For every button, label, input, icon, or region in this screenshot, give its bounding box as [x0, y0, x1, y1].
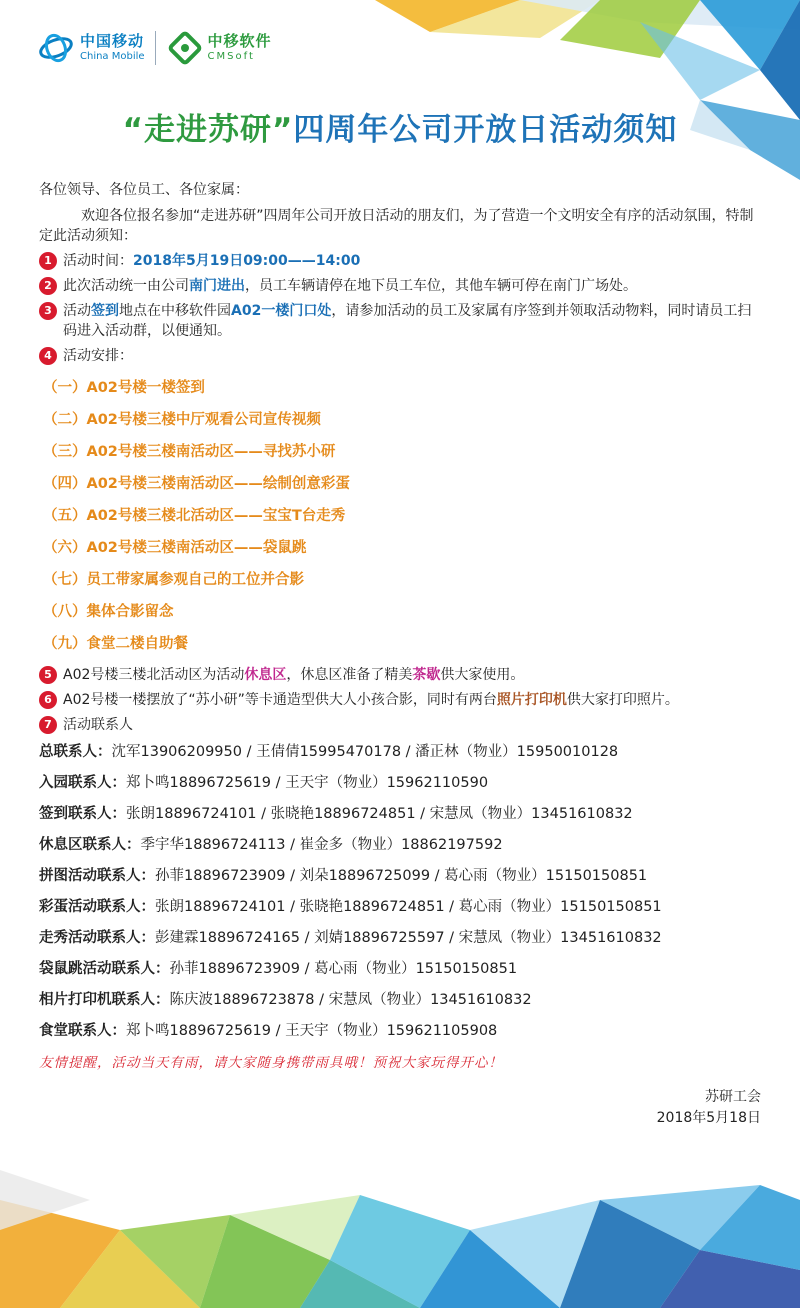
item-5-highlight-1: 休息区: [244, 667, 287, 683]
item-3-highlight-1: 签到: [91, 303, 119, 319]
page-title: [0, 104, 800, 149]
china-mobile-cn: 中国移动: [80, 32, 145, 50]
item-1-time: [39, 251, 763, 271]
title-rest: 四周年公司开放日活动须知: [293, 112, 678, 148]
contact-row: [39, 985, 763, 1016]
item-3-pre: 活动: [63, 303, 91, 319]
schedule-item: （八）集体合影留念: [43, 604, 174, 620]
item-5-highlight-2: 茶歇: [412, 667, 441, 683]
china-mobile-en: China Mobile: [80, 51, 145, 62]
notice-body: [39, 180, 763, 1129]
item-5-rest-area: [39, 665, 763, 685]
number-badge: 3: [39, 302, 57, 320]
item-6-post: 供大家打印照片。: [566, 692, 679, 708]
item-6-photo: [39, 690, 763, 710]
contact-value: 彭建霖18896724165 / 刘婧18896725597 / 宋慧凤（物业）13451610832: [155, 930, 662, 946]
schedule-item: （二）A02号楼三楼中厅观看公司宣传视频: [43, 412, 321, 428]
contact-value: 张朗18896724101 / 张晓艳18896724851 / 宋慧凤（物业）13451610832: [126, 806, 633, 822]
item-4-label: 活动安排：: [63, 348, 133, 364]
schedule-item: （一）A02号楼一楼签到: [43, 380, 205, 396]
greeting: 各位领导、各位员工、各位家属：: [39, 182, 249, 198]
contact-label: 相片打印机联系人：: [39, 992, 170, 1008]
contact-row: [39, 830, 763, 861]
item-5-mid: ，休息区准备了精美: [286, 667, 413, 683]
contact-row: [39, 861, 763, 892]
item-3-signin: [39, 301, 763, 341]
item-2-pre: 此次活动统一由公司: [63, 278, 189, 294]
contact-label: 彩蛋活动联系人：: [39, 899, 155, 915]
contact-value: 季宇华18896724113 / 崔金多（物业）18862197592: [140, 837, 503, 853]
contact-row: [39, 892, 763, 923]
item-2-entry: [39, 276, 763, 296]
cmsoft-en: CMSoft: [207, 51, 255, 62]
item-1-pre: 活动时间：: [63, 253, 133, 269]
item-4-schedule: [39, 346, 763, 366]
contact-label: 走秀活动联系人：: [39, 930, 155, 946]
contact-row: [39, 923, 763, 954]
item-3-mid: 地点在中移软件园: [119, 303, 231, 319]
cmsoft-icon: [168, 31, 202, 65]
signature-org: 苏研工会: [705, 1089, 761, 1105]
china-mobile-logo: [38, 33, 145, 63]
schedule-item: （三）A02号楼三楼南活动区——寻找苏小研: [43, 444, 336, 460]
schedule-item: （七）员工带家属参观自己的工位并合影: [43, 572, 304, 588]
contact-label: 入园联系人：: [39, 775, 126, 791]
item-6-pre: A02号楼一楼摆放了“苏小研”等卡通造型供大人小孩合影，同时有两台: [63, 692, 497, 708]
schedule-list: [43, 372, 763, 660]
item-3-post: ，请参加活动的员工及家属有序签到并领取活动物料，同时请员工扫码进入活动群，以便通知。: [63, 303, 752, 339]
title-accent: “走进苏研”: [122, 112, 294, 148]
contact-label: 食堂联系人：: [39, 1023, 126, 1039]
item-5-pre: A02号楼三楼北活动区为活动: [63, 667, 245, 683]
number-badge: 7: [39, 716, 57, 734]
item-3-highlight-2: A02一楼门口处: [231, 303, 332, 319]
contact-row: [39, 737, 763, 768]
contact-row: [39, 799, 763, 830]
contact-value: 孙菲18896723909 / 葛心雨（物业）15150150851: [169, 961, 518, 977]
schedule-item: （五）A02号楼三楼北活动区——宝宝T台走秀: [43, 508, 346, 524]
contact-value: 沈军13906209950 / 王倩倩15995470178 / 潘正林（物业）15950010128: [111, 744, 619, 760]
intro-paragraph: 欢迎各位报名参加“走进苏研”四周年公司开放日活动的朋友们，为了营造一个文明安全有序的活动氛围，特制定此活动须知：: [39, 208, 754, 244]
contact-value: 陈庆波18896723878 / 宋慧凤（物业）13451610832: [169, 992, 532, 1008]
number-badge: 4: [39, 347, 57, 365]
logo-divider: [155, 31, 156, 65]
friendly-reminder: 友情提醒，活动当天有雨，请大家随身携带雨具哦！预祝大家玩得开心！: [39, 1055, 503, 1071]
contact-label: 袋鼠跳活动联系人：: [39, 961, 170, 977]
number-badge: 1: [39, 252, 57, 270]
contact-value: 张朗18896724101 / 张晓艳18896724851 / 葛心雨（物业）15150150851: [155, 899, 662, 915]
cmsoft-logo: [168, 31, 272, 65]
number-badge: 5: [39, 666, 57, 684]
china-mobile-icon: [38, 33, 74, 63]
signature-date: 2018年5月18日: [656, 1110, 761, 1126]
item-7-contacts: [39, 715, 763, 735]
signature: [39, 1087, 763, 1129]
item-1-time-value: 2018年5月19日09:00——14:00: [133, 253, 361, 269]
contact-value: 郑卜鸣18896725619 / 王天宇（物业）159621105908: [126, 1023, 498, 1039]
schedule-item: （四）A02号楼三楼南活动区——绘制创意彩蛋: [43, 476, 350, 492]
contact-row: [39, 954, 763, 985]
contact-row: [39, 768, 763, 799]
number-badge: 6: [39, 691, 57, 709]
contact-row: [39, 1016, 763, 1047]
contact-value: 郑卜鸣18896725619 / 王天宇（物业）15962110590: [126, 775, 489, 791]
item-2-post: ，员工车辆请停在地下员工车位，其他车辆可停在南门广场处。: [245, 278, 637, 294]
contact-value: 孙菲18896723909 / 刘朵18896725099 / 葛心雨（物业）15150150851: [155, 868, 648, 884]
cmsoft-cn: 中移软件: [207, 32, 272, 50]
contact-label: 签到联系人：: [39, 806, 126, 822]
contact-label: 总联系人：: [39, 744, 112, 760]
number-badge: 2: [39, 277, 57, 295]
item-7-label: 活动联系人: [63, 717, 133, 733]
schedule-item: （六）A02号楼三楼南活动区——袋鼠跳: [43, 540, 307, 556]
item-6-highlight: 照片打印机: [496, 692, 567, 708]
contact-label: 休息区联系人：: [39, 837, 141, 853]
item-5-post: 供大家使用。: [440, 667, 525, 683]
contact-list: [39, 737, 763, 1047]
header-logos: [38, 28, 272, 68]
schedule-item: （九）食堂二楼自助餐: [43, 636, 188, 652]
contact-label: 拼图活动联系人：: [39, 868, 155, 884]
item-2-highlight: 南门进出: [189, 278, 245, 294]
